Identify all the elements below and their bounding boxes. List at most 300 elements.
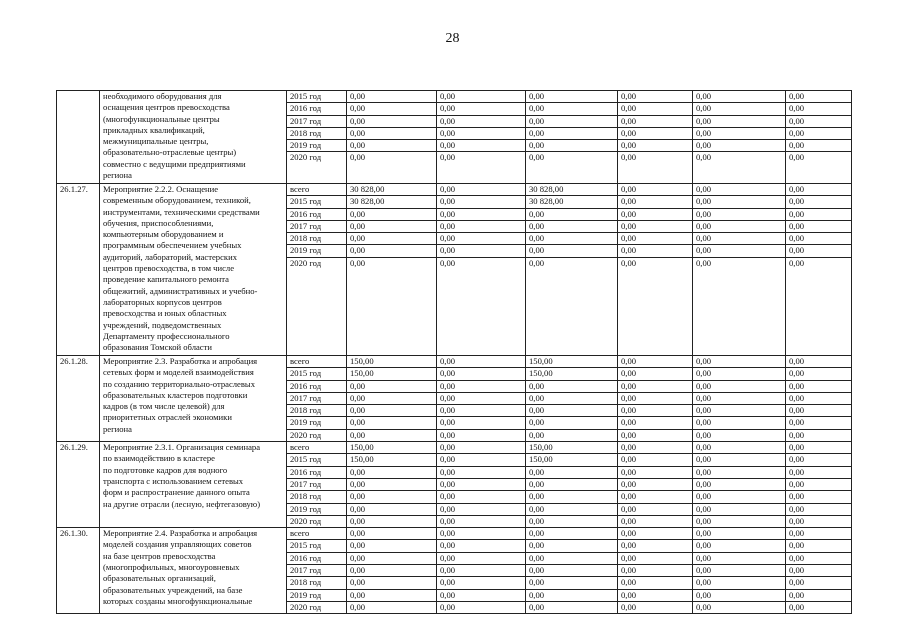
description-line: аудиторий, лабораторий, мастерских xyxy=(103,251,237,262)
amount-value: 0,00 xyxy=(693,405,785,417)
amount-value: 0,00 xyxy=(347,577,436,589)
amount-value: 0,00 xyxy=(347,491,436,503)
amount-value: 0,00 xyxy=(526,128,617,140)
amount-value: 0,00 xyxy=(347,381,436,393)
amount-value: 0,00 xyxy=(618,442,692,454)
amount-value: 0,00 xyxy=(786,504,851,516)
amount-value: 0,00 xyxy=(693,356,785,368)
amount-value: 30 828,00 xyxy=(347,184,436,196)
amount-value: 0,00 xyxy=(437,528,525,540)
amount-value: 0,00 xyxy=(618,590,692,602)
value-column xyxy=(618,91,693,184)
amount-value: 0,00 xyxy=(347,116,436,128)
amount-value: 0,00 xyxy=(618,405,692,417)
year-label: 2018 год xyxy=(287,491,346,503)
amount-value: 0,00 xyxy=(437,393,525,405)
item-code: 26.1.29. xyxy=(57,442,100,528)
amount-value: 0,00 xyxy=(618,417,692,429)
description-line: Мероприятие 2.3.1. Организация семинара xyxy=(103,442,261,453)
description-line: прикладных квалификаций, xyxy=(103,124,205,135)
description-line: учреждений, подведомственных xyxy=(103,319,222,330)
amount-value: 0,00 xyxy=(786,528,851,540)
year-label: 2015 год xyxy=(287,540,346,552)
amount-value: 0,00 xyxy=(618,491,692,503)
amount-value: 0,00 xyxy=(526,140,617,152)
amount-value: 0,00 xyxy=(526,103,617,115)
description-line: форм и распространение данного опыта xyxy=(103,487,250,498)
amount-value: 0,00 xyxy=(786,140,851,152)
amount-value: 0,00 xyxy=(526,504,617,516)
amount-value: 0,00 xyxy=(786,405,851,417)
description-line: инструментами, техническими средствами xyxy=(103,206,260,217)
amount-value: 0,00 xyxy=(786,590,851,602)
amount-value: 0,00 xyxy=(789,429,805,440)
table-row xyxy=(57,528,852,614)
value-column xyxy=(786,442,852,528)
amount-value: 0,00 xyxy=(526,233,617,245)
value-column xyxy=(618,184,693,356)
year-label: 2020 год xyxy=(290,152,322,163)
amount-value: 30 828,00 xyxy=(526,196,617,208)
value-column xyxy=(786,184,852,356)
amount-value: 0,00 xyxy=(618,91,692,103)
amount-value: 0,00 xyxy=(347,245,436,257)
amount-value: 150,00 xyxy=(347,442,436,454)
amount-value: 0,00 xyxy=(437,553,525,565)
amount-value: 0,00 xyxy=(693,381,785,393)
amount-value: 0,00 xyxy=(347,417,436,429)
description-line: образовательных учреждений, на базе xyxy=(103,584,243,595)
amount-value: 0,00 xyxy=(347,590,436,602)
description-line: совместно с ведущими предприятиями xyxy=(103,158,246,169)
amount-value: 0,00 xyxy=(350,515,366,526)
amount-value: 0,00 xyxy=(347,393,436,405)
description-line: лабораторных корпусов центров xyxy=(103,296,222,307)
value-column xyxy=(618,356,693,442)
amount-value: 0,00 xyxy=(693,196,785,208)
description-line: Мероприятие 2.3. Разработка и апробация xyxy=(103,356,258,366)
amount-value: 0,00 xyxy=(529,152,545,163)
description-line: образования Томской области xyxy=(103,342,212,353)
amount-value: 0,00 xyxy=(786,91,851,103)
amount-value: 150,00 xyxy=(347,368,436,380)
description-line: региона xyxy=(103,423,132,434)
amount-value: 0,00 xyxy=(526,91,617,103)
amount-value: 0,00 xyxy=(621,601,637,612)
value-column xyxy=(786,356,852,442)
amount-value: 0,00 xyxy=(786,196,851,208)
value-column xyxy=(437,184,526,356)
amount-value: 0,00 xyxy=(350,429,366,440)
amount-value: 0,00 xyxy=(526,590,617,602)
amount-value: 0,00 xyxy=(618,504,692,516)
amount-value: 0,00 xyxy=(437,590,525,602)
amount-value: 0,00 xyxy=(693,442,785,454)
amount-value: 0,00 xyxy=(693,553,785,565)
amount-value: 0,00 xyxy=(347,504,436,516)
amount-value: 0,00 xyxy=(529,601,545,612)
amount-value: 0,00 xyxy=(786,553,851,565)
amount-value: 0,00 xyxy=(693,467,785,479)
year-label: всего xyxy=(287,184,346,196)
value-column xyxy=(526,184,618,356)
year-label: 2017 год xyxy=(287,479,346,491)
amount-value: 0,00 xyxy=(693,590,785,602)
amount-value: 0,00 xyxy=(786,184,851,196)
year-label: всего xyxy=(287,442,346,454)
amount-value: 0,00 xyxy=(440,515,456,526)
amount-value: 0,00 xyxy=(347,479,436,491)
amount-value: 0,00 xyxy=(618,381,692,393)
amount-value: 0,00 xyxy=(526,491,617,503)
amount-value: 0,00 xyxy=(786,116,851,128)
description-line: обучения, приспособлениями, xyxy=(103,217,214,228)
item-description xyxy=(100,442,287,528)
amount-value: 0,00 xyxy=(347,467,436,479)
amount-value: 0,00 xyxy=(526,209,617,221)
amount-value: 0,00 xyxy=(529,429,545,440)
amount-value: 0,00 xyxy=(693,565,785,577)
amount-value: 0,00 xyxy=(437,491,525,503)
year-label: 2018 год xyxy=(287,128,346,140)
item-code: 26.1.28. xyxy=(57,356,100,442)
year-label: 2020 год xyxy=(290,429,322,440)
amount-value: 0,00 xyxy=(618,209,692,221)
description-line: Мероприятие 2.2.2. Оснащение xyxy=(103,184,219,194)
amount-value: 0,00 xyxy=(618,221,692,233)
amount-value: 0,00 xyxy=(618,356,692,368)
amount-value: 0,00 xyxy=(618,553,692,565)
amount-value: 0,00 xyxy=(347,528,436,540)
amount-value: 0,00 xyxy=(526,393,617,405)
table-row xyxy=(57,356,852,442)
amount-value: 0,00 xyxy=(786,221,851,233)
amount-value: 150,00 xyxy=(347,454,436,466)
value-column xyxy=(437,91,526,184)
year-label: 2015 год xyxy=(287,454,346,466)
amount-value: 0,00 xyxy=(786,393,851,405)
amount-value: 0,00 xyxy=(526,540,617,552)
year-label: 2019 год xyxy=(287,590,346,602)
year-label: 2016 год xyxy=(287,467,346,479)
description-line: программным обеспечением учебных xyxy=(103,240,242,251)
year-column xyxy=(287,91,347,184)
amount-value: 0,00 xyxy=(693,128,785,140)
amount-value: 0,00 xyxy=(786,417,851,429)
year-label: 2015 год xyxy=(287,91,346,103)
amount-value: 0,00 xyxy=(437,381,525,393)
amount-value: 30 828,00 xyxy=(347,196,436,208)
amount-value: 0,00 xyxy=(786,103,851,115)
amount-value: 0,00 xyxy=(526,116,617,128)
amount-value: 0,00 xyxy=(437,356,525,368)
amount-value: 30 828,00 xyxy=(526,184,617,196)
amount-value: 0,00 xyxy=(693,577,785,589)
amount-value: 0,00 xyxy=(347,565,436,577)
amount-value: 0,00 xyxy=(437,221,525,233)
year-label: 2020 год xyxy=(290,257,322,268)
amount-value: 0,00 xyxy=(618,184,692,196)
year-label: 2015 год xyxy=(287,368,346,380)
year-column xyxy=(287,442,347,528)
amount-value: 0,00 xyxy=(618,454,692,466)
amount-value: 0,00 xyxy=(526,577,617,589)
amount-value: 0,00 xyxy=(526,405,617,417)
amount-value: 0,00 xyxy=(347,233,436,245)
year-label: 2016 год xyxy=(287,103,346,115)
amount-value: 0,00 xyxy=(347,140,436,152)
item-code: 26.1.30. xyxy=(57,528,100,614)
value-column xyxy=(347,356,437,442)
amount-value: 0,00 xyxy=(437,442,525,454)
amount-value: 0,00 xyxy=(693,245,785,257)
budget-table xyxy=(56,90,852,614)
value-column xyxy=(437,528,526,614)
amount-value: 0,00 xyxy=(437,140,525,152)
value-column xyxy=(347,91,437,184)
amount-value: 0,00 xyxy=(526,221,617,233)
amount-value: 0,00 xyxy=(786,479,851,491)
amount-value: 0,00 xyxy=(693,528,785,540)
value-column xyxy=(526,356,618,442)
value-column xyxy=(437,356,526,442)
table-row xyxy=(57,91,852,184)
amount-value: 0,00 xyxy=(621,152,637,163)
amount-value: 0,00 xyxy=(693,140,785,152)
amount-value: 0,00 xyxy=(693,393,785,405)
description-line: (многопрофильных, многоуровневых xyxy=(103,562,240,573)
year-column xyxy=(287,184,347,356)
year-label: 2016 год xyxy=(287,381,346,393)
amount-value: 0,00 xyxy=(786,454,851,466)
amount-value: 0,00 xyxy=(437,103,525,115)
amount-value: 0,00 xyxy=(437,405,525,417)
amount-value: 0,00 xyxy=(693,184,785,196)
amount-value: 0,00 xyxy=(786,209,851,221)
amount-value: 0,00 xyxy=(437,504,525,516)
description-line: оснащения центров превосходства xyxy=(103,102,230,113)
amount-value: 0,00 xyxy=(618,368,692,380)
value-column xyxy=(693,442,786,528)
amount-value: 0,00 xyxy=(618,479,692,491)
amount-value: 0,00 xyxy=(696,601,712,612)
amount-value: 0,00 xyxy=(618,565,692,577)
table-body xyxy=(57,91,852,614)
amount-value: 0,00 xyxy=(440,152,456,163)
description-line: кадров (в том числе целевой) для xyxy=(103,401,225,412)
amount-value: 0,00 xyxy=(786,577,851,589)
amount-value: 0,00 xyxy=(437,454,525,466)
amount-value: 0,00 xyxy=(437,91,525,103)
amount-value: 0,00 xyxy=(440,257,456,268)
amount-value: 0,00 xyxy=(526,528,617,540)
amount-value: 0,00 xyxy=(618,245,692,257)
year-label: 2017 год xyxy=(287,393,346,405)
value-column xyxy=(693,528,786,614)
amount-value: 0,00 xyxy=(618,540,692,552)
amount-value: 150,00 xyxy=(347,356,436,368)
amount-value: 150,00 xyxy=(526,368,617,380)
amount-value: 0,00 xyxy=(618,467,692,479)
amount-value: 0,00 xyxy=(693,454,785,466)
amount-value: 0,00 xyxy=(693,368,785,380)
description-line: современным оборудованием, техникой, xyxy=(103,195,251,206)
item-description xyxy=(100,528,287,614)
amount-value: 0,00 xyxy=(786,128,851,140)
amount-value: 0,00 xyxy=(618,116,692,128)
description-line: центров превосходства, в том числе xyxy=(103,263,235,274)
amount-value: 0,00 xyxy=(693,540,785,552)
amount-value: 0,00 xyxy=(786,381,851,393)
page-number: 28 xyxy=(445,31,460,46)
amount-value: 0,00 xyxy=(437,467,525,479)
amount-value: 0,00 xyxy=(347,209,436,221)
table-row xyxy=(57,442,852,528)
amount-value: 0,00 xyxy=(786,245,851,257)
amount-value: 0,00 xyxy=(786,442,851,454)
amount-value: 0,00 xyxy=(437,233,525,245)
amount-value: 0,00 xyxy=(437,128,525,140)
amount-value: 0,00 xyxy=(789,152,805,163)
amount-value: 0,00 xyxy=(437,577,525,589)
amount-value: 0,00 xyxy=(437,479,525,491)
description-line: по подготовке кадров для водного xyxy=(103,464,228,475)
value-column xyxy=(526,91,618,184)
amount-value: 0,00 xyxy=(693,91,785,103)
amount-value: 0,00 xyxy=(696,257,712,268)
description-line: транспорта с использованием сетевых xyxy=(103,475,244,486)
year-label: 2019 год xyxy=(287,140,346,152)
amount-value: 0,00 xyxy=(693,233,785,245)
amount-value: 150,00 xyxy=(526,356,617,368)
amount-value: 0,00 xyxy=(693,221,785,233)
description-line: общежитий, административных и учебно- xyxy=(103,285,258,296)
amount-value: 0,00 xyxy=(693,116,785,128)
amount-value: 0,00 xyxy=(347,128,436,140)
amount-value: 0,00 xyxy=(618,393,692,405)
year-label: всего xyxy=(287,528,346,540)
amount-value: 0,00 xyxy=(693,479,785,491)
description-line: по созданию территориально-отраслевых xyxy=(103,378,256,389)
amount-value: 0,00 xyxy=(437,116,525,128)
amount-value: 0,00 xyxy=(437,196,525,208)
amount-value: 0,00 xyxy=(526,381,617,393)
amount-value: 0,00 xyxy=(347,103,436,115)
year-label: 2017 год xyxy=(287,565,346,577)
amount-value: 0,00 xyxy=(437,245,525,257)
amount-value: 0,00 xyxy=(347,221,436,233)
amount-value: 0,00 xyxy=(693,504,785,516)
description-line: сетевых форм и моделей взаимодействия xyxy=(103,367,254,378)
amount-value: 0,00 xyxy=(621,429,637,440)
amount-value: 0,00 xyxy=(350,257,366,268)
year-column xyxy=(287,356,347,442)
amount-value: 0,00 xyxy=(786,356,851,368)
amount-value: 0,00 xyxy=(526,479,617,491)
year-label: 2016 год xyxy=(287,553,346,565)
value-column xyxy=(786,91,852,184)
year-label: 2016 год xyxy=(287,209,346,221)
amount-value: 0,00 xyxy=(786,491,851,503)
amount-value: 0,00 xyxy=(618,140,692,152)
amount-value: 0,00 xyxy=(618,528,692,540)
amount-value: 0,00 xyxy=(437,565,525,577)
description-line: проведение капитального ремонта xyxy=(103,274,229,285)
description-line: (многофункциональные центры xyxy=(103,113,220,124)
item-description xyxy=(100,184,287,356)
amount-value: 0,00 xyxy=(693,103,785,115)
description-line: образовательно-отраслевые центры) xyxy=(103,147,237,158)
amount-value: 0,00 xyxy=(437,209,525,221)
value-column xyxy=(786,528,852,614)
amount-value: 0,00 xyxy=(526,245,617,257)
amount-value: 0,00 xyxy=(347,553,436,565)
description-line: моделей создания управляющих советов xyxy=(103,539,252,550)
amount-value: 0,00 xyxy=(696,152,712,163)
amount-value: 0,00 xyxy=(693,417,785,429)
amount-value: 0,00 xyxy=(526,565,617,577)
value-column xyxy=(347,442,437,528)
amount-value: 0,00 xyxy=(618,577,692,589)
value-column xyxy=(526,528,618,614)
description-line: Мероприятие 2.4. Разработка и апробация xyxy=(103,528,258,539)
amount-value: 0,00 xyxy=(693,209,785,221)
amount-value: 0,00 xyxy=(618,128,692,140)
amount-value: 0,00 xyxy=(789,257,805,268)
amount-value: 0,00 xyxy=(347,540,436,552)
description-line: превосходства и юных областных xyxy=(103,308,227,319)
value-column xyxy=(347,528,437,614)
year-label: 2019 год xyxy=(287,504,346,516)
description-line: Департаменту профессионального xyxy=(103,330,230,341)
description-line: на другие отрасли (лесную, нефтегазовую) xyxy=(103,498,261,509)
year-label: 2015 год xyxy=(287,196,346,208)
value-column xyxy=(526,442,618,528)
year-label: 2018 год xyxy=(287,577,346,589)
year-label: 2017 год xyxy=(287,116,346,128)
amount-value: 150,00 xyxy=(526,442,617,454)
description-line: необходимого оборудования для xyxy=(103,91,222,101)
year-label: 2018 год xyxy=(287,405,346,417)
description-line: которых созданы многофункциональные xyxy=(103,595,253,606)
amount-value: 0,00 xyxy=(786,565,851,577)
description-line: компьютерным оборудованием и xyxy=(103,229,224,240)
value-column xyxy=(618,442,693,528)
amount-value: 0,00 xyxy=(618,233,692,245)
amount-value: 0,00 xyxy=(440,601,456,612)
description-line: образовательных организаций, xyxy=(103,573,216,584)
year-label: 2017 год xyxy=(287,221,346,233)
amount-value: 0,00 xyxy=(786,540,851,552)
amount-value: 0,00 xyxy=(437,540,525,552)
amount-value: 0,00 xyxy=(529,515,545,526)
amount-value: 0,00 xyxy=(696,429,712,440)
description-line: по взаимодействию в кластере xyxy=(103,453,215,464)
year-label: 2019 год xyxy=(287,417,346,429)
amount-value: 0,00 xyxy=(789,601,805,612)
description-line: на базе центров превосходства xyxy=(103,550,216,561)
amount-value: 0,00 xyxy=(618,103,692,115)
value-column xyxy=(347,184,437,356)
amount-value: 0,00 xyxy=(786,467,851,479)
amount-value: 0,00 xyxy=(786,233,851,245)
description-line: межмуниципальные центры, xyxy=(103,136,209,147)
amount-value: 0,00 xyxy=(526,417,617,429)
item-description xyxy=(100,91,287,184)
amount-value: 0,00 xyxy=(350,601,366,612)
amount-value: 0,00 xyxy=(526,553,617,565)
amount-value: 0,00 xyxy=(621,515,637,526)
